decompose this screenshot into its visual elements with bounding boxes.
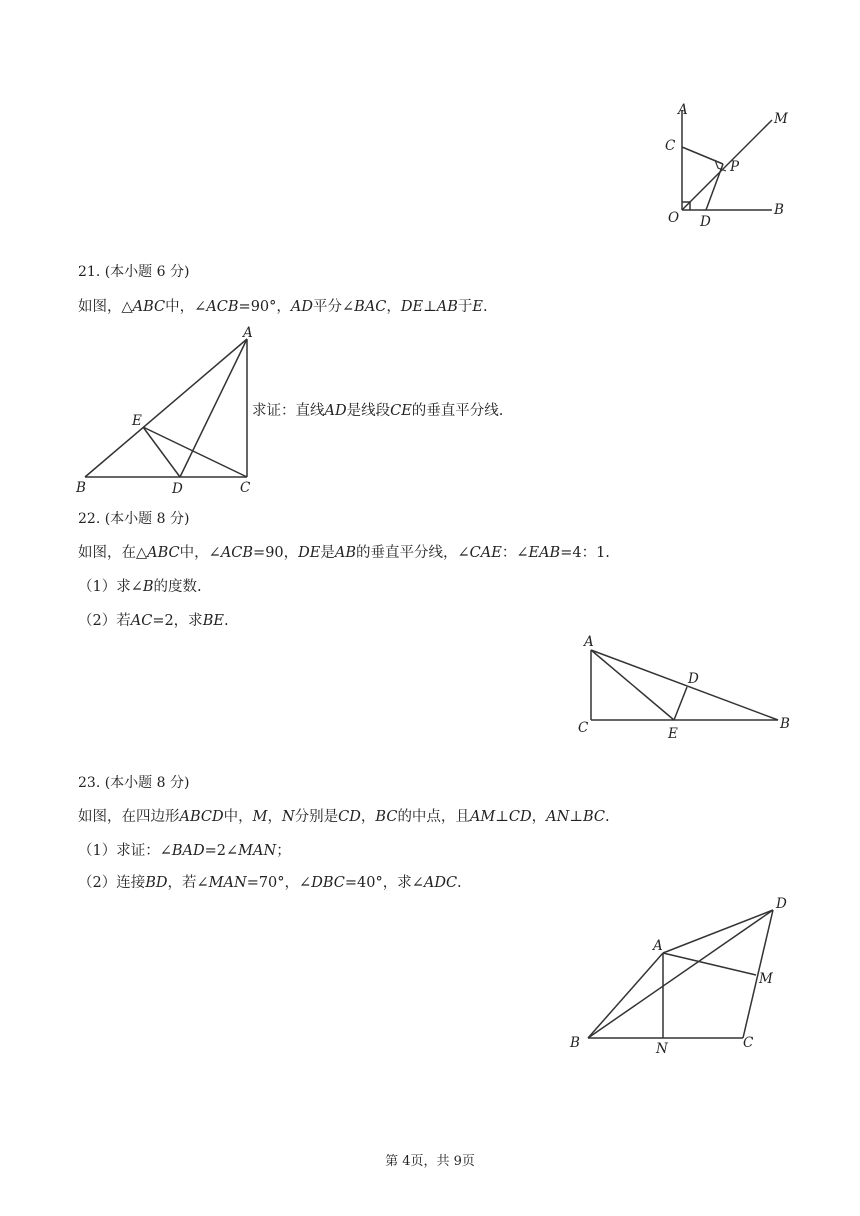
segment-da: [663, 910, 773, 953]
q23-part1: （1）求证：∠BAD=2∠MAN；: [78, 843, 291, 859]
label-e: E: [668, 726, 678, 742]
label-b: B: [570, 1035, 580, 1051]
label-a: A: [678, 102, 688, 118]
segment-ec: [143, 427, 247, 477]
label-d: D: [700, 214, 711, 230]
figure-q22: [570, 632, 800, 742]
label-c: C: [578, 720, 589, 736]
q21-statement: 如图，△ABC中，∠ACB=90°，AD平分∠BAC，DE⊥AB于E.: [78, 299, 488, 315]
page-footer: 第 4页，共 9页: [385, 1154, 475, 1169]
label-d: D: [776, 896, 787, 912]
figure-q20: [660, 100, 800, 230]
label-m: M: [759, 971, 773, 987]
segment-ed: [674, 687, 687, 720]
q21-prove: 求证：直线AD是线段CE的垂直平分线.: [252, 403, 504, 419]
segment-ab: [588, 953, 663, 1038]
label-n: N: [656, 1041, 668, 1057]
label-a: A: [584, 634, 594, 650]
label-c: C: [240, 480, 251, 496]
label-b: B: [780, 716, 790, 732]
q22-heading: 22. (本小题 8 分): [78, 511, 190, 527]
label-e: E: [132, 413, 142, 429]
label-a: A: [243, 325, 253, 341]
label-d: D: [688, 671, 699, 687]
q22-part2: （2）若AC=2，求BE.: [78, 613, 229, 629]
q23-statement: 如图，在四边形ABCD中，M，N分别是CD，BC的中点，且AM⊥CD，AN⊥BC.: [78, 809, 610, 825]
segment-ae: [591, 650, 674, 720]
q22-part1: （1）求∠B的度数.: [78, 579, 202, 595]
label-c: C: [743, 1035, 754, 1051]
label-b: B: [774, 202, 784, 218]
segment-ab: [85, 339, 247, 477]
segment-ed: [143, 427, 180, 477]
segment-bd: [588, 910, 773, 1038]
ray-om: [682, 120, 772, 210]
label-m: M: [774, 111, 788, 127]
segment-cp: [682, 147, 723, 164]
segment-ad: [180, 339, 247, 477]
label-d: D: [172, 481, 183, 497]
segment-ab: [591, 650, 778, 720]
label-p: P: [730, 159, 740, 175]
label-c: C: [665, 138, 676, 154]
q22-statement: 如图，在△ABC中，∠ACB=90，DE是AB的垂直平分线，∠CAE：∠EAB=4：1.: [78, 545, 610, 561]
q21-heading: 21. (本小题 6 分): [78, 264, 190, 280]
figure-q23: [565, 895, 795, 1060]
q23-part2: （2）连接BD，若∠MAN=70°，∠DBC=40°，求∠ADC.: [78, 875, 462, 891]
label-b: B: [76, 480, 86, 496]
figure-q21: [70, 325, 270, 500]
q23-heading: 23. (本小题 8 分): [78, 775, 190, 791]
segment-pd: [706, 164, 723, 210]
label-o: O: [668, 210, 680, 226]
label-a: A: [653, 938, 663, 954]
segment-am: [663, 953, 756, 975]
